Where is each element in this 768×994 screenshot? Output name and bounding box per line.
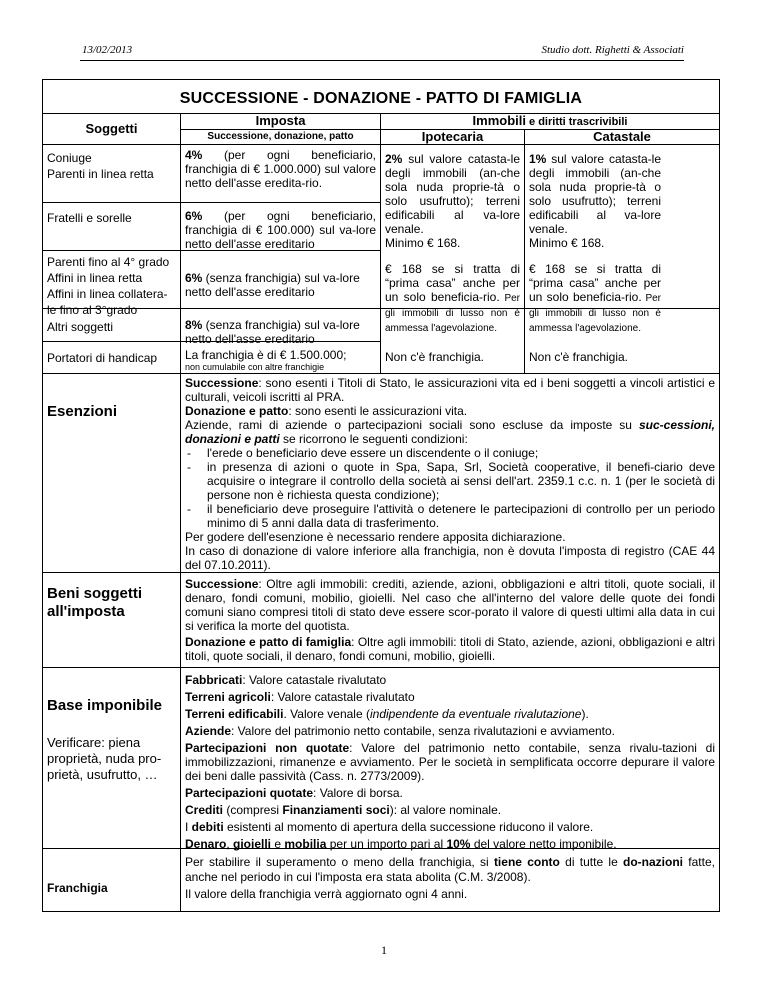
- list-item: - l'erede o beneficiario deve essere un discendente o il coniuge;: [187, 446, 539, 460]
- rule-row5: [43, 373, 719, 374]
- ipotecaria-franchigia: Non c'è franchigia.: [385, 350, 485, 364]
- document-title: SUCCESSIONE - DONAZIONE - PATTO DI FAMIGLIA: [179, 90, 583, 107]
- header-studio: Studio dott. Righetti & Associati: [541, 44, 684, 56]
- label-base-imponibile: Base imponibile: [47, 697, 163, 714]
- imposta-handicap-note: non cumulabile con altre franchigie: [185, 362, 325, 372]
- imposta-handicap: La franchigia è di € 1.500.000;: [185, 348, 347, 362]
- rule-beni: [43, 667, 719, 668]
- head-ipotecaria: Ipotecaria: [421, 129, 484, 144]
- label-esenzioni: Esenzioni: [47, 403, 118, 420]
- head-immobili: Immobili e diritti trascrivibili: [472, 113, 628, 128]
- base-note: Verificare: piena proprietà, nuda pro-prietà, usufrutto, …: [47, 735, 162, 782]
- page-number: 1: [381, 943, 387, 957]
- head-imposta: Imposta: [255, 113, 306, 128]
- catastale-prima-casa: € 168 se si tratta di “prima casa” anche per un solo beneficia-rio. Per gli immobili di lusso non è ammessa l'agevolazione.: [529, 262, 662, 334]
- imposta-fratelli: 6% (per ogni beneficiario, franchigia di € 100.000) sul va-lore netto dell'asse ereditario: [185, 209, 376, 251]
- header-rule: [80, 60, 684, 61]
- col-rule-3: [524, 129, 525, 373]
- head-imposta-sub: Successione, donazione, patto: [207, 131, 354, 142]
- head-catastale: Catastale: [593, 129, 651, 144]
- catastale-aliquota: 1% sul valore catasta-le degli immobili (an-che sola nuda proprie-tà o solo usufrutto); terreni edificabili al va-lore venale. Minimo € 168.: [529, 152, 661, 250]
- ipotecaria-prima-casa: € 168 se si tratta di “prima casa” anche per un solo beneficia-rio. Per gli immobili di lusso non è ammessa l'agevolazione.: [385, 262, 521, 334]
- soggetto-coniuge: Coniuge Parenti in linea retta: [47, 151, 154, 181]
- head-soggetti: Soggetti: [85, 121, 138, 136]
- base-text: Fabbricati: Valore catastale rivalutato Terreni agricoli: Valore catastale rivalutato Terreni edificabili. Valore venale (indipendente da eventuale rivalutazione). Aziende: Valore del patrimonio netto contabile, senza rivalutazioni e avviamento. Partecipazioni non quotate: Valore del patrimonio netto contabile, senza rivalu-tazioni di immobilizzazioni, rimanenze e avviamento. Per le società in semplificata occorre depurare il valore dei beni dalle passività (Cass. n. 2773/2009). Partecipazioni quotate: Valore di borsa. Crediti (compresi Finanziamenti soci): al valore nominale. I debiti esistenti al momento di apertura della successione riducono il valore. Denaro, gioielli e mobilia per un importo pari al 10% del valore netto imponibile.: [185, 673, 715, 851]
- list-item: - in presenza di azioni o quote in Spa, Sapa, Srl, Società cooperative, il benefi-ciario deve acquisire o integrare il controllo della società ai sensi dell'art. 2359.1 c.c. n. 1 (per le società di persone non è richiesta questa condizione);: [187, 460, 715, 502]
- main-table: [42, 79, 720, 912]
- label-beni: Beni soggetti all'imposta: [47, 585, 143, 620]
- rule-imposta-sub: [181, 129, 380, 130]
- rule-row1: [43, 202, 381, 203]
- imposta-parenti: 6% (senza franchigia) sul va-lore netto dell'asse ereditario: [185, 271, 360, 299]
- imposta-coniuge: 4% (per ogni beneficiario, franchigia di € 1.000.000) sul valore netto dell'asse eredita-rio.: [185, 148, 376, 190]
- ipotecaria-aliquota: 2% sul valore catasta-le degli immobili (an-che sola nuda proprie-tà o solo usufrutto); terreni edificabili al va-lore venale. Minimo € 168.: [385, 152, 520, 250]
- rule-esenzioni: [43, 572, 719, 573]
- soggetto-fratelli: Fratelli e sorelle: [47, 211, 132, 225]
- col-rule-2: [380, 113, 381, 373]
- franchigia-text: Per stabilire il superamento o meno della franchigia, si tiene conto di tutte le do-nazioni fatte, anche nel periodo in cui l'imposta era stata abolita (C.M. 3/2008). Il valore della franchigia verrà aggiornato ogni 4 anni.: [185, 855, 715, 901]
- header-date: 13/02/2013: [82, 44, 133, 56]
- list-item: - il beneficiario deve proseguire l'attività o detenere le partecipazioni di controllo per un periodo minimo di 5 anni dalla data di trasferimento.: [187, 502, 715, 530]
- esenzioni-conditions: [185, 446, 715, 530]
- beni-text: Successione: Oltre agli immobili: crediti, aziende, azioni, obbligazioni e altri titoli, quote sociali, il denaro, fondi comuni, mobilio, gioielli. Nel caso che all'interno del valore delle quote dei fondi comuni siano compresi titoli di stato deve essere scor-porato il valore di questi ultimi alla data in cui si verifica la morte del quotista. Donazione e patto di famiglia: Oltre agli immobili: titoli di Stato, aziende, azioni, obbligazioni e altri titoli, quote sociali, il denaro, fondi comuni, mobilio, gioielli.: [185, 577, 715, 663]
- soggetto-parenti: Parenti fino al 4° grado Affini in linea retta Affini in linea collatera- le fino al 3°grado: [47, 255, 170, 317]
- esenzioni-text: Successione: sono esenti i Titoli di Stato, le assicurazioni vita ed i beni soggetti a vincoli artistici e culturali, veicoli iscritti al PRA. Donazione e patto: sono esenti le assicurazioni vita. Aziende, rami di aziende o partecipazioni sociali sono escluse da imposte su suc-cessioni, donazioni e patti se ricorrono le seguenti condizioni: - l'erede o beneficiario deve essere un discendente o il coniuge; - in presenza di azioni o quote in Spa, Sapa, Srl, Società cooperative, il benefi-ciario deve acquisire o integrare il controllo della società ai sensi dell'art. 2359.1 c.c. n. 1 (per le società di persone non è richiesta questa condizione); - il beneficiario deve proseguire l'attività o detenere le partecipazioni di controllo per un periodo minimo di 5 anni dalla data di trasferimento. Per godere dell'esenzione è necessario rendere apposita dichiarazione. In caso di donazione di valore inferiore alla franchigia, non è dovuta l'imposta di registro (CAE 44 del 07.10.2011).: [185, 376, 715, 572]
- imposta-altri: 8% (senza franchigia) sul va-lore netto dell'asse ereditario: [185, 318, 360, 346]
- catastale-franchigia: Non c'è franchigia.: [529, 350, 629, 364]
- soggetto-handicap: Portatori di handicap: [47, 351, 158, 365]
- col-rule-1: [180, 113, 181, 911]
- label-franchigia: Franchigia: [47, 881, 108, 895]
- rule-head: [43, 144, 719, 145]
- soggetto-altri: Altri soggetti: [47, 320, 114, 334]
